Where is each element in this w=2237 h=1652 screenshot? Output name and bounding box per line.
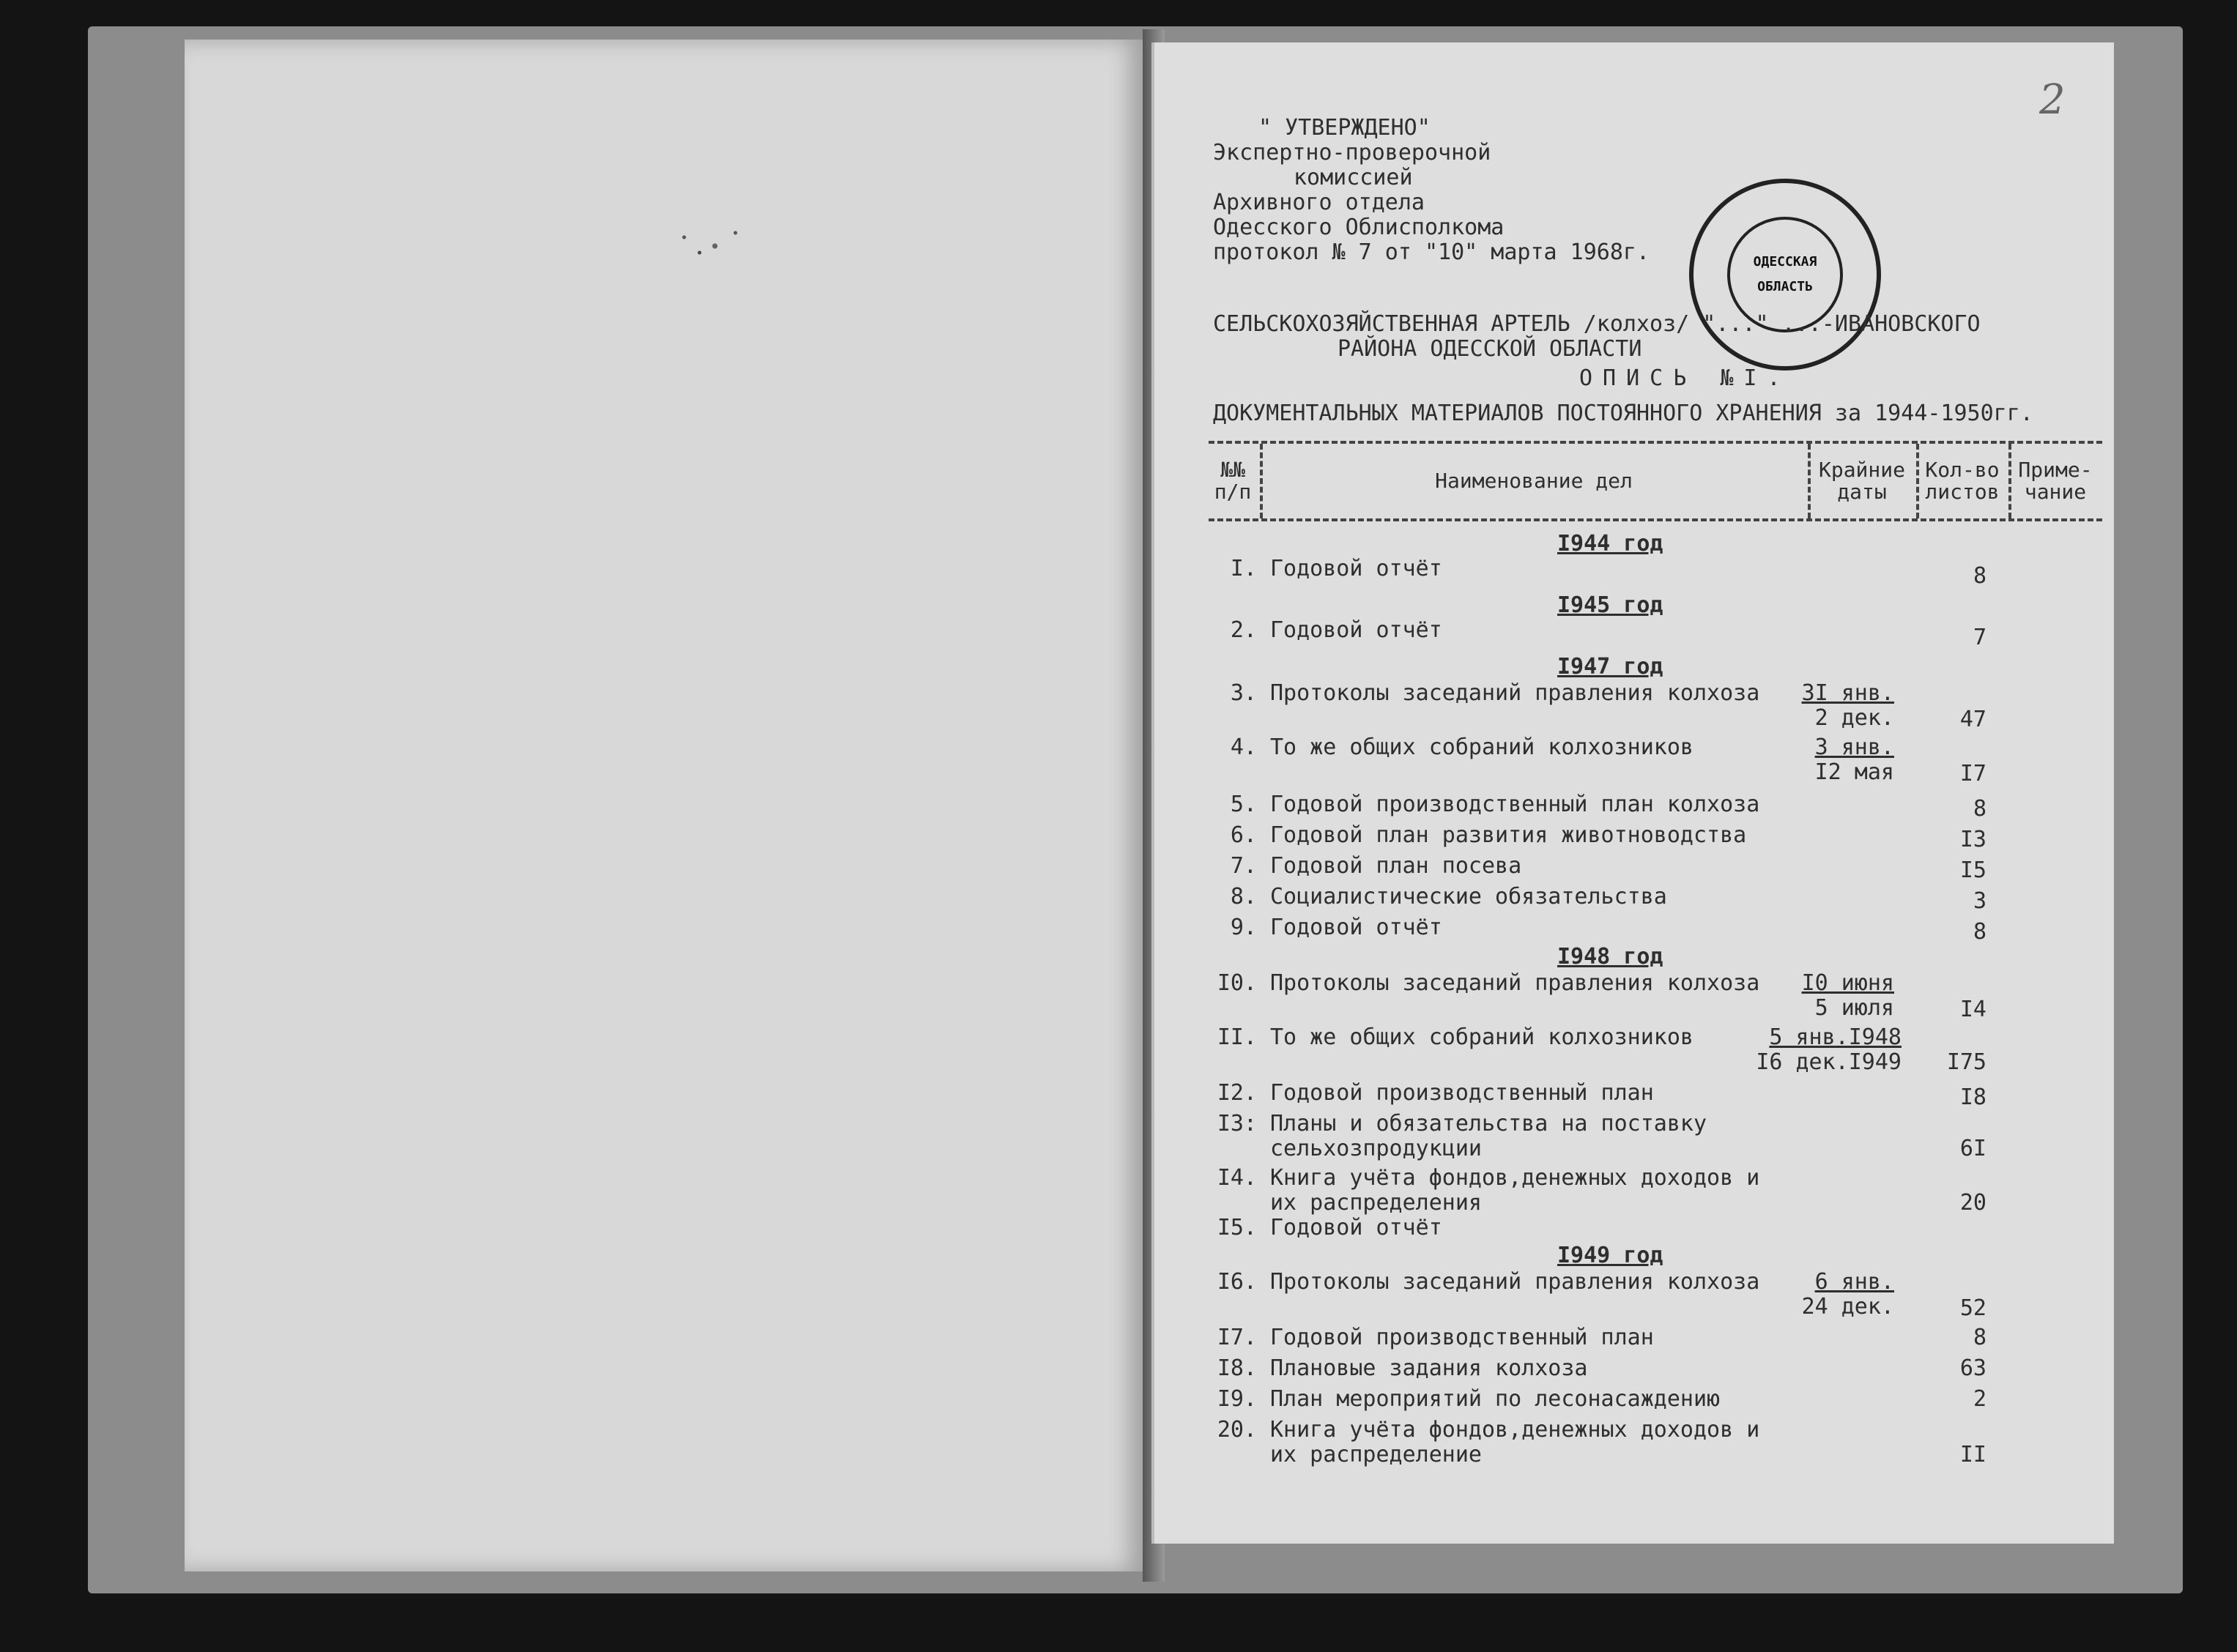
approval-block — [1213, 116, 1650, 265]
row-number: 4. — [1230, 734, 1257, 760]
row-number: I9. — [1217, 1386, 1257, 1412]
approval-line: протокол № 7 от "10" марта 1968г. — [1213, 239, 1650, 265]
organization-line: РАЙОНА ОДЕССКОЙ ОБЛАСТИ — [1338, 336, 1642, 362]
date-from: I0 июня — [1801, 970, 1894, 996]
ink-smudge — [653, 220, 756, 264]
date-to: I6 дек.I949 — [1756, 1049, 1902, 1075]
row-number: I5. — [1217, 1215, 1257, 1240]
page-number: 2 — [2039, 76, 2066, 124]
row-number: 9. — [1230, 915, 1257, 940]
header-num: №№ п/п — [1214, 458, 1252, 504]
approval-line: Одесского Облисполкома — [1213, 215, 1505, 240]
year-heading: I948 год — [1557, 944, 1663, 970]
row-sheets: 8 — [1973, 563, 1986, 589]
row-dates — [1733, 1270, 1894, 1320]
row-number: II. — [1217, 1024, 1257, 1050]
year-heading: I947 год — [1557, 654, 1663, 680]
inventory-document — [1154, 42, 2114, 1544]
date-to: 2 дек. — [1814, 705, 1894, 731]
header-name: Наименование дел — [1435, 469, 1633, 493]
seal-text: ОДЕССКАЯ ОБЛАСТЬ — [1753, 254, 1817, 294]
row-sheets: 47 — [1959, 707, 1986, 732]
row-number: I. — [1230, 556, 1257, 581]
right-page — [1151, 42, 2114, 1544]
row-sheets: 2 — [1973, 1386, 1986, 1412]
row-number: 7. — [1230, 853, 1257, 879]
row-number: 2. — [1230, 617, 1257, 643]
row-sheets: 8 — [1973, 796, 1986, 822]
row-number: I8. — [1217, 1355, 1257, 1381]
year-heading: I949 год — [1557, 1243, 1663, 1268]
row-sheets: 20 — [1959, 1190, 1986, 1216]
row-name: План мероприятий по лесонасаждению — [1270, 1386, 1721, 1412]
date-from: 3 янв. — [1814, 734, 1894, 760]
row-number: I3: — [1217, 1111, 1257, 1136]
header-note: Приме- чание — [2018, 458, 2093, 504]
row-name: Годовой отчёт — [1270, 1215, 1442, 1240]
row-sheets: II — [1959, 1442, 1986, 1467]
date-to: 24 дек. — [1801, 1294, 1894, 1320]
row-name: Годовой отчёт — [1270, 915, 1442, 940]
row-sheets: 63 — [1959, 1355, 1986, 1381]
row-name: Книга учёта фондов,денежных доходов и их распределения — [1270, 1165, 1760, 1216]
header-dates: Крайние даты — [1818, 458, 1905, 504]
row-name: То же общих собраний колхозников — [1270, 1024, 1693, 1050]
row-name: Протоколы заседаний правления колхоза — [1270, 1269, 1760, 1295]
year-heading: I945 год — [1557, 592, 1663, 618]
row-name: Годовой отчёт — [1270, 617, 1442, 643]
organization-line: СЕЛЬСКОХОЗЯЙСТВЕННАЯ АРТЕЛЬ /колхоз/ "..." ...-ИВАНОВСКОГО — [1213, 311, 1981, 337]
row-name: Годовой производственный план — [1270, 1080, 1654, 1106]
row-dates — [1733, 681, 1894, 731]
row-name: Годовой план развития животноводства — [1270, 822, 1747, 848]
date-from: 3I янв. — [1801, 680, 1894, 706]
row-name: Годовой план посева — [1270, 853, 1522, 879]
row-sheets: 8 — [1973, 919, 1986, 945]
date-to: I2 мая — [1814, 759, 1894, 785]
row-sheets: 7 — [1973, 625, 1986, 650]
row-name: Протоколы заседаний правления колхоза — [1270, 680, 1760, 706]
row-sheets: 6I — [1959, 1136, 1986, 1161]
approval-title: " УТВЕРЖДЕНО" — [1258, 115, 1431, 141]
row-name: Планы и обязательства на поставку сельхозпродукции — [1270, 1111, 1707, 1161]
row-name: Книга учёта фондов,денежных доходов и их распределение — [1270, 1417, 1760, 1467]
row-sheets: 3 — [1973, 888, 1986, 914]
row-number: I4. — [1217, 1165, 1257, 1191]
row-sheets: I75 — [1946, 1049, 1986, 1075]
inventory-subtitle: ДОКУМЕНТАЛЬНЫХ МАТЕРИАЛОВ ПОСТОЯННОГО ХРАНЕНИЯ за 1944-1950гг. — [1213, 401, 2033, 426]
row-name: То же общих собраний колхозников — [1270, 734, 1693, 760]
row-number: 6. — [1230, 822, 1257, 848]
date-from: 5 янв.I948 — [1769, 1024, 1902, 1050]
row-name: Плановые задания колхоза — [1270, 1355, 1588, 1381]
row-sheets: I5 — [1959, 857, 1986, 883]
approval-line: комиссией — [1294, 165, 1413, 190]
date-from: 6 янв. — [1814, 1269, 1894, 1295]
row-number: I2. — [1217, 1080, 1257, 1106]
organization-block — [1213, 312, 1981, 362]
row-number: 8. — [1230, 884, 1257, 909]
approval-line: Экспертно-проверочной — [1213, 140, 1491, 165]
row-sheets: I4 — [1959, 997, 1986, 1022]
row-name: Социалистические обязательства — [1270, 884, 1667, 909]
header-sheets: Кол-во листов — [1925, 458, 2000, 504]
row-sheets: I7 — [1959, 761, 1986, 786]
row-name: Годовой производственный план — [1270, 1325, 1654, 1350]
row-number: I7. — [1217, 1325, 1257, 1350]
row-sheets: I3 — [1959, 827, 1986, 852]
row-dates — [1711, 1025, 1902, 1075]
row-name: Годовой отчёт — [1270, 556, 1442, 581]
row-sheets: 8 — [1973, 1325, 1986, 1350]
row-number: I6. — [1217, 1269, 1257, 1295]
row-dates — [1733, 971, 1894, 1021]
date-to: 5 июля — [1814, 995, 1894, 1021]
table-header — [1209, 441, 2102, 521]
year-heading: I944 год — [1557, 531, 1663, 557]
row-dates — [1733, 735, 1894, 785]
row-sheets: 52 — [1959, 1295, 1986, 1321]
row-number: 3. — [1230, 680, 1257, 706]
left-page-blank — [185, 40, 1143, 1571]
row-name: Годовой производственный план колхоза — [1270, 792, 1760, 817]
row-name: Протоколы заседаний правления колхоза — [1270, 970, 1760, 996]
row-number: I0. — [1217, 970, 1257, 996]
row-number: 20. — [1217, 1417, 1257, 1443]
row-sheets: I8 — [1959, 1084, 1986, 1110]
approval-line: Архивного отдела — [1213, 190, 1425, 215]
row-number: 5. — [1230, 792, 1257, 817]
inventory-title: ОПИСЬ №I. — [1579, 365, 1791, 391]
